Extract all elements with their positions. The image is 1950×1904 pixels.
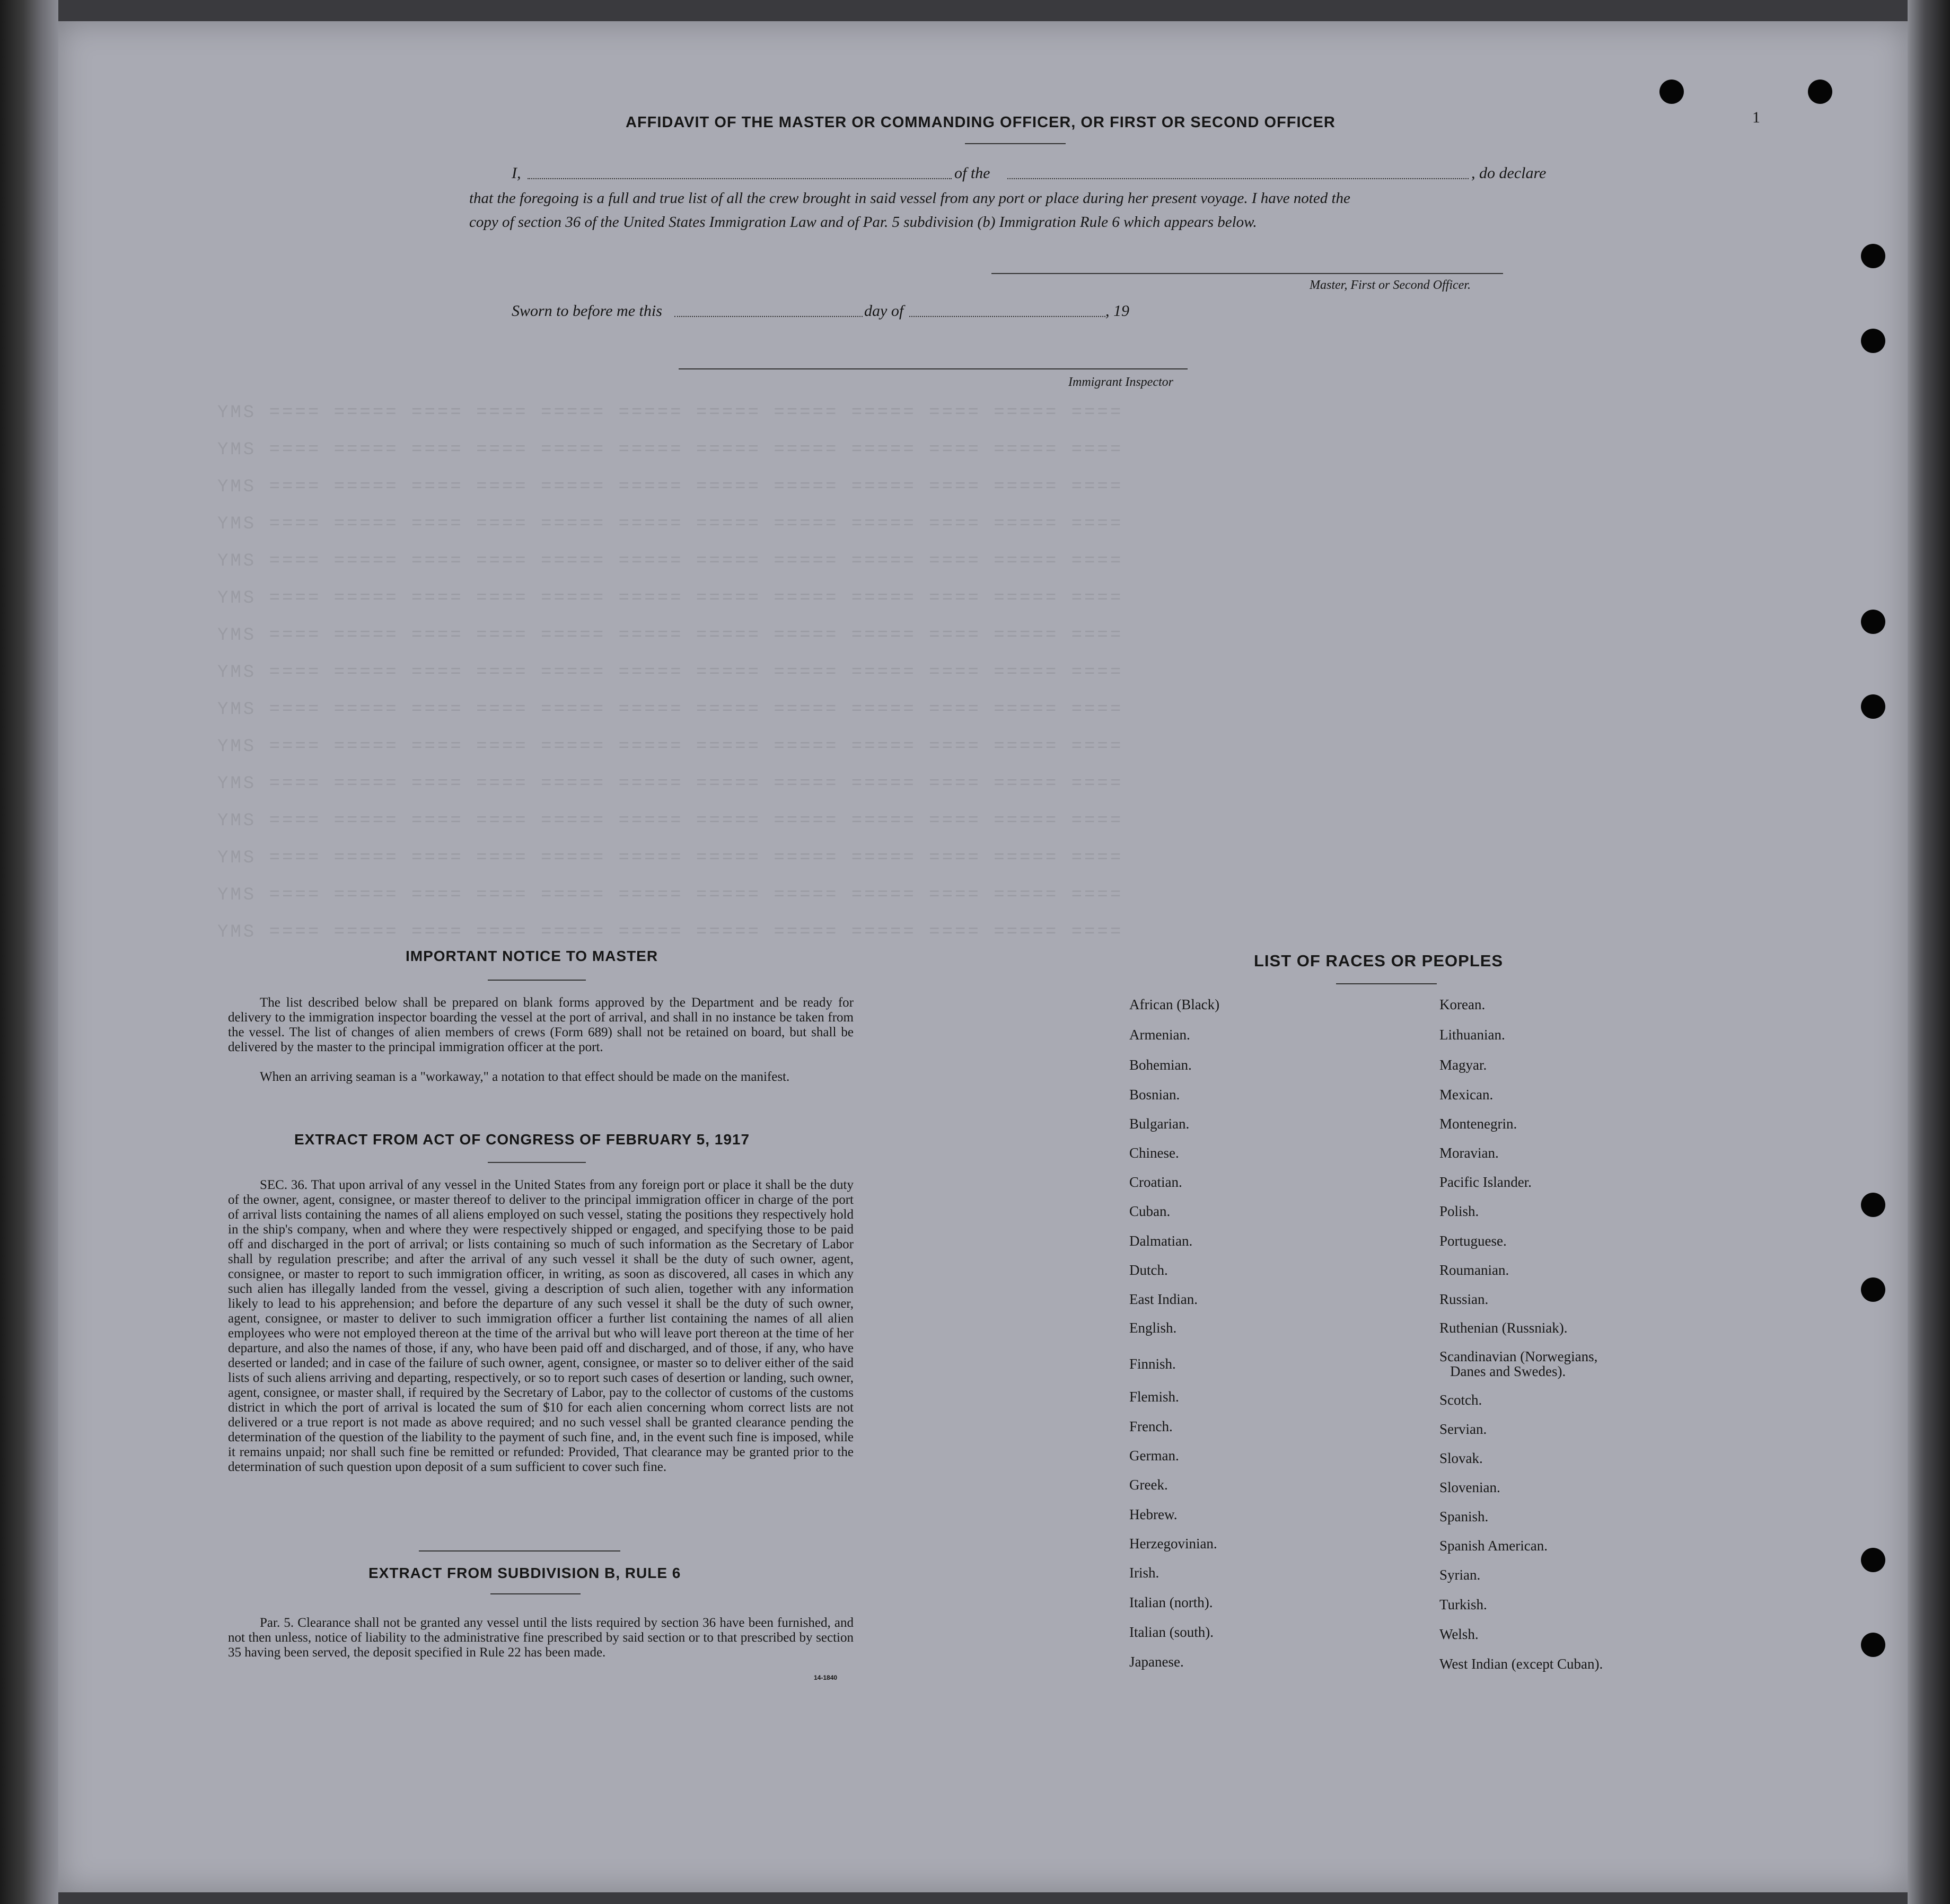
i-label: I, (512, 164, 521, 182)
do-declare-label: , do declare (1471, 164, 1547, 182)
binder-hole (1808, 80, 1832, 104)
race-item: Bulgarian. (1129, 1116, 1190, 1132)
binder-hole (1861, 694, 1885, 719)
notice-title: IMPORTANT NOTICE TO MASTER (406, 948, 658, 964)
race-item: Bohemian. (1129, 1057, 1192, 1073)
page-mark: 1 (1752, 109, 1760, 126)
race-item: Lithuanian. (1439, 1027, 1505, 1043)
extract-act-body: SEC. 36. That upon arrival of any vessel in the United States from any foreign port or place it shall be the duty of the owner, agent, consignee, or master thereof to deliver to the principal immigration officer in charge of the port of arrival lists containing the names of all aliens employed on such vessel, stating the positions they respectively hold in the ship's company, when and where they were respectively shipped or engaged, and specifying those to be paid off and discharged in the port of arrival; or lists containing so much of such information as the Secretary of Labor shall by regulation prescribe; and after the arrival of any such vessel it shall be the duty of such owner, agent, consignee, or master to report to such immigration officer, in writing, as soon as discovered, all cases in which any such alien has illegally landed from the vessel, giving a description of such alien, together with any information likely to lead to his apprehension; and before the departure of any such vessel it shall be the duty of such owner, agent, consignee, or master to deliver to such immigration officer a further list containing the names of all alien employees who were not employed thereon at the time of the arrival but who will leave port thereon at the time of her departure, and also the names of those, if any, who have been paid off and discharged, and of those, if any, who have deserted or landed; and in case of the failure of such owner, agent, consignee, or master so to deliver either of the said lists of such aliens arriving and departing, respectively, or so to report such cases of desertion or landing, such owner, agent, consignee, or master shall, if required by the Secretary of Labor, pay to the collector of customs of the customs district in which the port of arrival is located the sum of $10 for each alien concerning whom correct lists are not delivered or a true report is not made as above required; and no such vessel shall be granted clearance pending the determination of the question of the liability to the payment of such fine, and, in the event such fine is imposed, while it remains unpaid; nor shall such fine be remitted or refunded: Provided, That clearance may be granted prior to the determination of such question upon deposit of a sum sufficient to cover such fine. (228, 1178, 854, 1474)
notice-rule (488, 980, 586, 981)
race-item: Portuguese. (1439, 1233, 1507, 1249)
affidavit-line-2: that the foregoing is a full and true list of all the crew brought in said vessel from any port or place during her present voyage. I have noted the (469, 190, 1350, 207)
notice-body-2: When an arriving seaman is a "workaway," a notation to that effect should be made on the manifest. (260, 1070, 790, 1084)
race-item: Russian. (1439, 1291, 1489, 1307)
extract-rule-body: Par. 5. Clearance shall not be granted any vessel until the lists required by section 36 have been furnished, and not then unless, notice of liability to the administrative fine prescribed by said section or to that prescribed by section 35 having been served, the deposit specified in Rule 22 has been made. (228, 1616, 854, 1660)
race-item: Hebrew. (1129, 1506, 1178, 1522)
race-item: Slovenian. (1439, 1479, 1500, 1495)
race-item: Italian (north). (1129, 1594, 1213, 1610)
master-signature-label: Master, First or Second Officer. (1310, 278, 1471, 292)
title-rule (965, 143, 1066, 144)
binder-hole (1861, 1633, 1885, 1657)
race-item: Ruthenian (Russniak). (1439, 1320, 1568, 1336)
race-item: French. (1129, 1418, 1173, 1434)
race-item: Croatian. (1129, 1174, 1182, 1190)
race-item: Roumanian. (1439, 1262, 1509, 1278)
document-sheet (58, 21, 1908, 1892)
binder-hole (1659, 80, 1684, 104)
master-signature-line (991, 273, 1503, 274)
day-blank (674, 316, 863, 317)
race-item: Mexican. (1439, 1087, 1494, 1103)
race-item: Slovak. (1439, 1450, 1483, 1466)
of-the-label: of the (954, 164, 990, 182)
race-item: Danes and Swedes). (1450, 1363, 1566, 1379)
day-of-label: day of (864, 302, 904, 320)
extract-act-title: EXTRACT FROM ACT OF CONGRESS OF FEBRUARY 5, 1917 (294, 1131, 750, 1148)
affidavit-line-3: copy of section 36 of the United States Immigration Law and of Par. 5 subdivision (b) Immigration Rule 6 which appears below. (469, 214, 1257, 231)
race-item: Servian. (1439, 1421, 1487, 1437)
month-blank (909, 316, 1105, 317)
binder-hole (1861, 1277, 1885, 1302)
race-item: Dalmatian. (1129, 1233, 1193, 1249)
binder-hole (1861, 244, 1885, 268)
race-item: Scandinavian (Norwegians, (1439, 1348, 1598, 1364)
affidavit-title: AFFIDAVIT OF THE MASTER OR COMMANDING OFFICER, OR FIRST OR SECOND OFFICER (626, 114, 1336, 131)
race-item: Flemish. (1129, 1389, 1179, 1405)
race-item: Finnish. (1129, 1356, 1176, 1372)
race-item: Japanese. (1129, 1654, 1184, 1670)
race-item: Irish. (1129, 1565, 1160, 1581)
race-item: Spanish. (1439, 1509, 1489, 1524)
race-item: German. (1129, 1448, 1179, 1464)
extract-rule-title: EXTRACT FROM SUBDIVISION B, RULE 6 (368, 1565, 681, 1581)
extract-rule-rule (490, 1593, 581, 1594)
sworn-label: Sworn to before me this (512, 302, 662, 320)
race-item: Cuban. (1129, 1203, 1171, 1219)
vessel-blank (1007, 178, 1469, 179)
race-item: Korean. (1439, 997, 1486, 1012)
extract-act-end-rule (419, 1550, 620, 1552)
race-item: Spanish American. (1439, 1538, 1548, 1554)
race-item: African (Black) (1129, 997, 1220, 1012)
extract-act-rule (488, 1162, 586, 1163)
race-item: English. (1129, 1320, 1177, 1336)
race-item: Chinese. (1129, 1145, 1179, 1161)
page-edge-right (1908, 0, 1950, 1904)
races-title: LIST OF RACES OR PEOPLES (1254, 951, 1504, 970)
race-item: Bosnian. (1129, 1087, 1180, 1103)
binder-hole (1861, 1548, 1885, 1572)
race-item: Pacific Islander. (1439, 1174, 1532, 1190)
race-item: Welsh. (1439, 1626, 1479, 1642)
race-item: East Indian. (1129, 1291, 1198, 1307)
bleed-through-text: YMS ==== ===== ==== ==== ===== ===== ===== ===== ===== ==== ===== ==== YMS ==== ===== ==== ==== ===== ===== ===== ===== ===== ==== ===== ==== YMS ==== ===== ==== ==== ===== ===== ===== ===== ===== ==== ===== ==== YMS ==== ===== ==== ==== ===== ===== ===== ===== ===== ==== ===== ==== YMS ==== ===== ==== ==== ===== ===== ===== ===== ===== ==== ===== ==== YMS ==== ===== ==== ==== ===== ===== ===== ===== ===== ==== ===== ==== YMS ==== ===== ==== ==== ===== ===== ===== ===== ===== ==== ===== ==== YMS ==== ===== ==== ==== ===== ===== ===== ===== ===== ==== ===== ==== YMS ==== ===== ==== ==== ===== ===== ===== ===== ===== ==== ===== ==== YMS ==== ===== ==== ==== ===== ===== ===== ===== ===== ==== ===== ==== YMS ==== ===== ==== ==== ===== ===== ===== ===== ===== ==== ===== ==== YMS ==== ===== ==== ==== ===== ===== ===== ===== ===== ==== ===== ==== YMS ==== ===== ==== ==== ===== ===== ===== ===== ===== ==== ===== ==== YMS ==== ===== ==== ==== ===== ===== ===== ===== ===== ==== ===== ==== YMS ==== ===== ==== ==== ===== ===== ===== ===== ===== ==== ===== ==== (217, 403, 1123, 942)
inspector-label: Immigrant Inspector (1068, 375, 1173, 389)
binder-hole (1861, 329, 1885, 353)
notice-body-1: The list described below shall be prepared on blank forms approved by the Department and be ready for delivery to the immigration inspector boarding the vessel at the port of arrival, and shall in no instance be taken from the vessel. The list of changes of alien members of crews (Form 689) shall not be retained on board, but shall be delivered by the master to the principal immigration officer at the port. (228, 995, 854, 1054)
races-rule (1336, 983, 1437, 984)
binder-hole (1861, 610, 1885, 634)
race-item: Magyar. (1439, 1057, 1487, 1073)
race-item: Syrian. (1439, 1567, 1481, 1583)
race-item: Dutch. (1129, 1262, 1168, 1278)
race-item: Turkish. (1439, 1597, 1487, 1612)
inspector-signature-line (679, 368, 1188, 369)
race-item: Armenian. (1129, 1027, 1190, 1043)
race-item: Herzegovinian. (1129, 1536, 1217, 1552)
race-item: Polish. (1439, 1203, 1479, 1219)
year-label: , 19 (1105, 302, 1129, 320)
form-number: 14-1840 (814, 1674, 838, 1681)
page-edge-left (0, 0, 58, 1904)
binder-hole (1861, 1193, 1885, 1217)
race-item: Greek. (1129, 1477, 1168, 1493)
name-blank (528, 178, 952, 179)
race-item: Scotch. (1439, 1392, 1482, 1408)
race-item: Moravian. (1439, 1145, 1499, 1161)
race-item: Montenegrin. (1439, 1116, 1517, 1132)
race-item: Italian (south). (1129, 1624, 1214, 1640)
race-item: West Indian (except Cuban). (1439, 1656, 1603, 1672)
